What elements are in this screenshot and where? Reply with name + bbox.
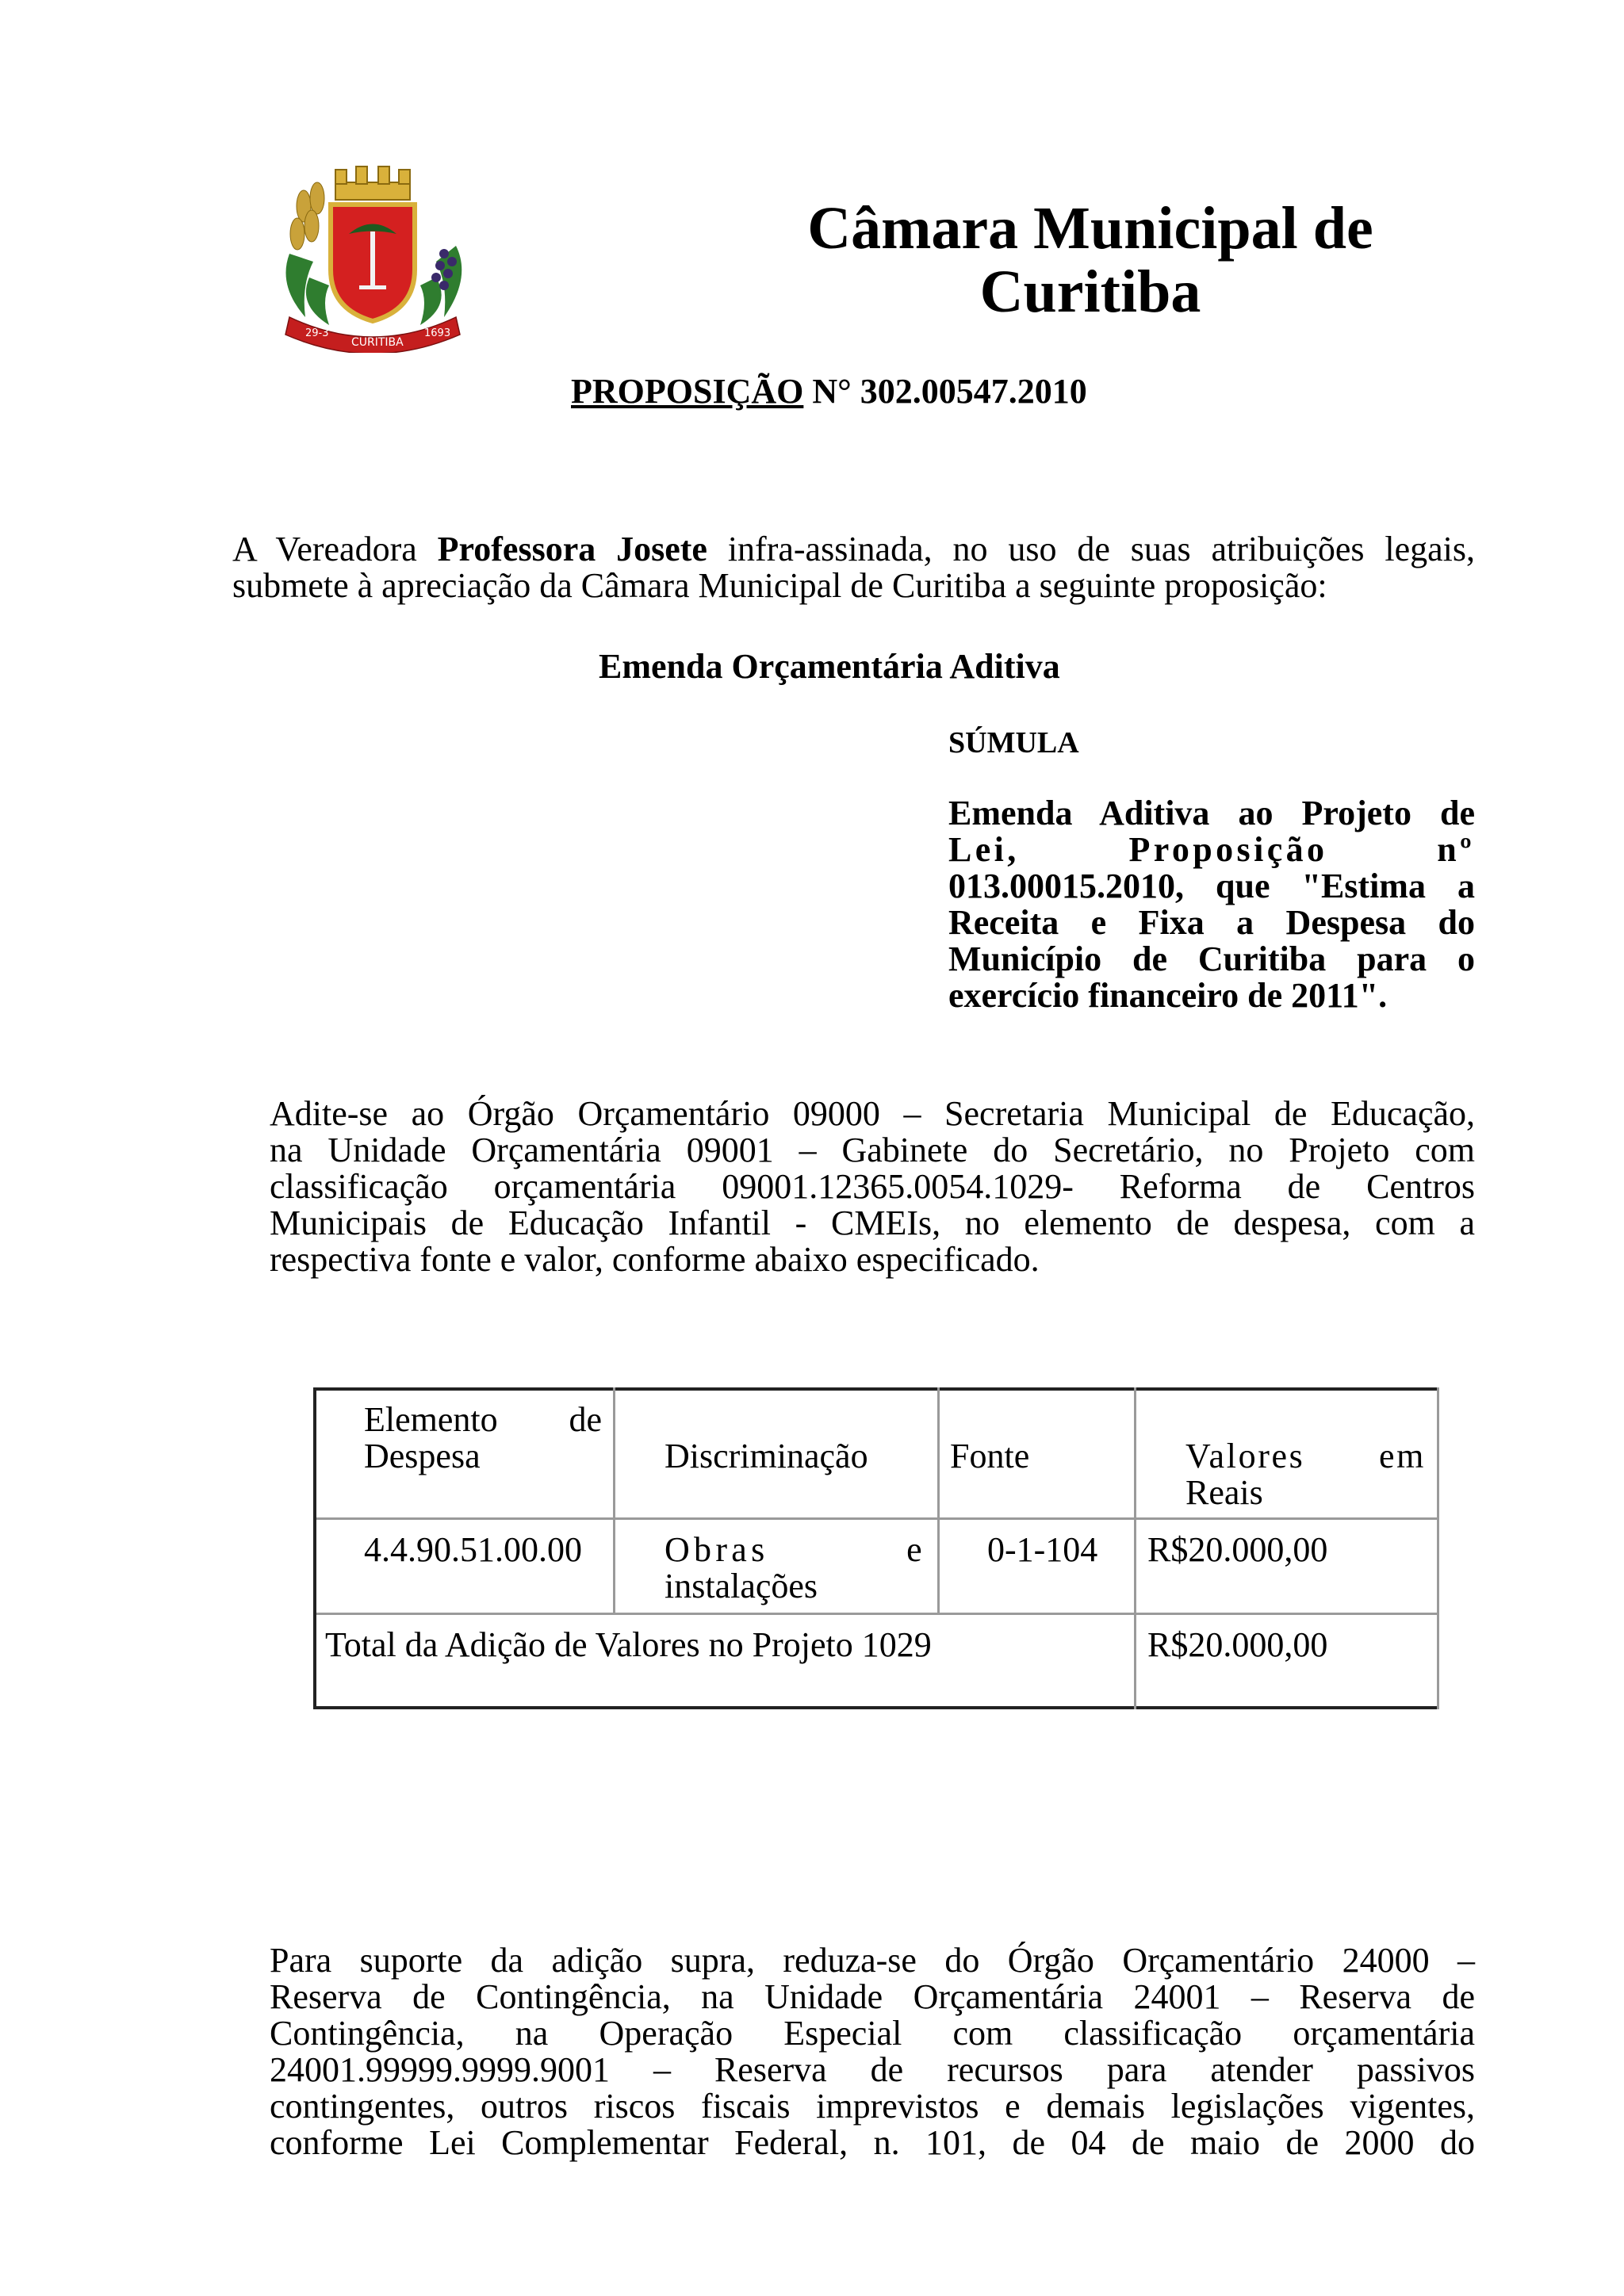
intro-line-2: submete à apreciação da Câmara Municipal de Curitiba a seguinte proposição: (232, 566, 1327, 605)
sumula-text (948, 795, 1475, 1014)
suporte-line: Reserva de Contingência, na Unidade Orçamentária 24001 – Reserva de (270, 1977, 1475, 2016)
adite-line: Adite-se ao Órgão Orçamentário 09000 – Secretaria Municipal de Educação, (270, 1094, 1475, 1133)
row-discriminacao (665, 1532, 926, 1605)
intro-line-1 (232, 531, 1475, 568)
sumula-line: Município de Curitiba para o (948, 939, 1475, 978)
header-valores-line-1: Valores em (1185, 1437, 1426, 1475)
intro-paragraph (232, 531, 1475, 604)
suporte-line: conforme Lei Complementar Federal, n. 101, de 04 de maio de 2000 do (270, 2123, 1475, 2162)
adite-paragraph (270, 1096, 1475, 1278)
header-discriminacao: Discriminação (665, 1437, 868, 1475)
header-elemento-line-1: Elemento de (364, 1400, 602, 1439)
header-valores-reais (1185, 1438, 1426, 1511)
total-valor: R$20.000,00 (1147, 1625, 1328, 1664)
row-discriminacao-line-1: Obras e (665, 1530, 926, 1569)
row-discriminacao-line-2: instalações (665, 1567, 818, 1605)
amendment-title: Emenda Orçamentária Aditiva (599, 647, 1060, 686)
institution-line-2: Curitiba (979, 258, 1201, 325)
suporte-line: Para suporte da adição supra, reduza-se do Órgão Orçamentário 24000 – (270, 1941, 1475, 1980)
sumula-line: 013.00015.2010, que "Estima a (948, 867, 1475, 905)
intro-line-1-rest: infra-assinada, no uso de suas atribuições legais, (707, 530, 1476, 568)
institution-line-1: Câmara Municipal de (807, 195, 1373, 262)
row-fonte: 0-1-104 (987, 1530, 1098, 1569)
intro-prefix: A Vereadora (232, 530, 438, 568)
suporte-line: contingentes, outros riscos fiscais imprevistos e demais legislações vigentes, (270, 2087, 1475, 2126)
budget-table (313, 1387, 1439, 1709)
header-elemento-line-2: Despesa (364, 1437, 481, 1475)
proposition-label: PROPOSIÇÃO (571, 372, 804, 411)
sumula-line: exercício financeiro de 2011". (948, 976, 1388, 1015)
proposition-number (571, 371, 1087, 411)
sumula-line: Receita e Fixa a Despesa do (948, 903, 1475, 942)
coat-of-arms-logo (274, 159, 472, 353)
ribbon-center-text: CURITIBA (351, 336, 404, 349)
sumula-line: Lei, Proposição nº (948, 830, 1475, 869)
header-elemento-despesa (364, 1402, 602, 1475)
suporte-paragraph (270, 1942, 1475, 2161)
suporte-line: 24001.99999.9999.9001 – Reserva de recursos para atender passivos (270, 2050, 1475, 2089)
adite-line: na Unidade Orçamentária 09001 – Gabinete do Secretário, no Projeto com (270, 1131, 1475, 1169)
header-fonte: Fonte (950, 1437, 1030, 1475)
adite-line: Municipais de Educação Infantil - CMEIs, no elemento de despesa, com a (270, 1203, 1475, 1242)
ribbon-right-text: 1693 (424, 327, 451, 339)
row-elemento: 4.4.90.51.00.00 (364, 1530, 582, 1569)
institution-name (761, 197, 1419, 323)
sumula-label: SÚMULA (948, 726, 1079, 760)
sumula-line: Emenda Aditiva ao Projeto de (948, 794, 1475, 832)
total-label: Total da Adição de Valores no Projeto 1029 (325, 1625, 932, 1664)
councilor-name: Professora Josete (437, 530, 707, 568)
ribbon-left-text: 29-3 (305, 327, 329, 339)
proposition-code: N° 302.00547.2010 (803, 372, 1087, 411)
adite-line: classificação orçamentária 09001.12365.0054.1029- Reforma de Centros (270, 1167, 1475, 1206)
adite-line: respectiva fonte e valor, conforme abaixo especificado. (270, 1240, 1040, 1279)
suporte-line: Contingência, na Operação Especial com classificação orçamentária (270, 2014, 1475, 2053)
row-valor: R$20.000,00 (1147, 1530, 1328, 1569)
header-valores-line-2: Reais (1185, 1473, 1263, 1512)
